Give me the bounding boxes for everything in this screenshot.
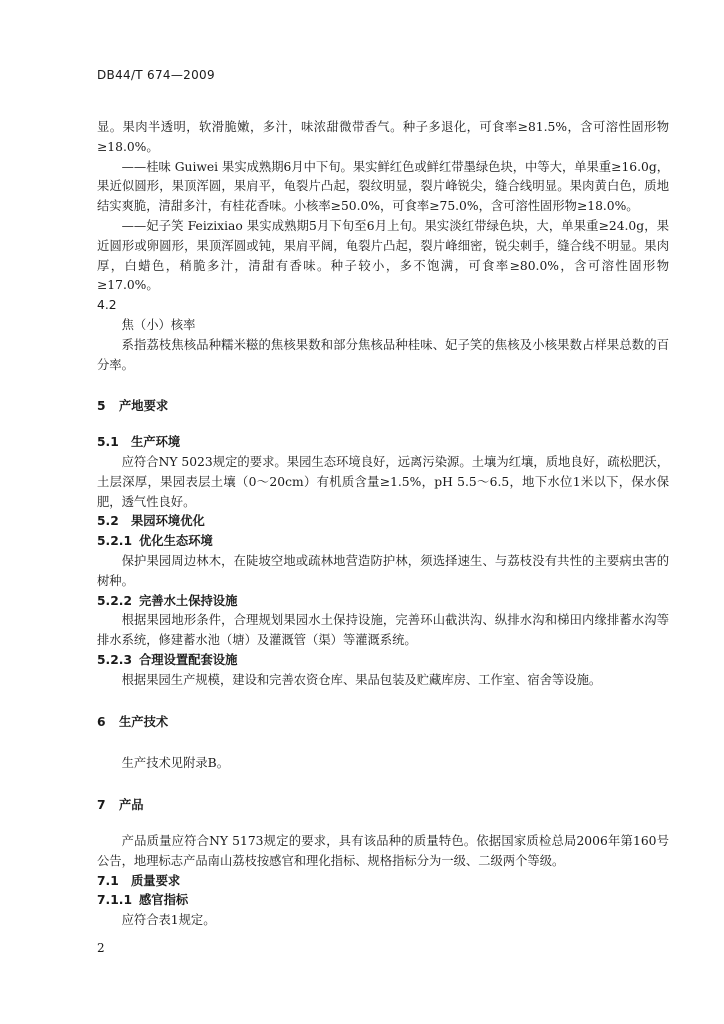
section-5-number: 5 bbox=[97, 399, 106, 414]
section-5-title: 产地要求 bbox=[119, 399, 169, 414]
section-5-2-2-number: 5.2.2 bbox=[97, 593, 133, 608]
section-7-1-1-paragraph: 应符合表1规定。 bbox=[121, 913, 216, 928]
section-5-2-title: 果园环境优化 bbox=[131, 514, 205, 529]
section-5-2-1-paragraph: 保护果园周边林木，在陡坡空地或疏林地营造防护林，须选择速生、与荔枝没有共性的主要病虫害的树种。 bbox=[97, 553, 669, 588]
page-number: 2 bbox=[97, 941, 105, 955]
section-6-paragraph: 生产技术见附录B。 bbox=[121, 756, 230, 771]
section-5-heading bbox=[97, 397, 669, 417]
section-5-1-heading bbox=[97, 433, 669, 453]
section-5-2-3-heading bbox=[97, 651, 669, 671]
document-body bbox=[97, 118, 669, 931]
section-6-title: 生产技术 bbox=[119, 714, 169, 729]
variety-feizixiao-paragraph: ——妃子笑 Feizixiao 果实成熟期5月下旬至6月上旬。果实淡红带绿色块，大，单果重≥24.0g，果近圆形或卵圆形，果顶浑圆或钝，果肩平阔，龟裂片凸起，裂片峰细密，锐尖刺手，缝合线不明显。果肉厚，白蜡色，稍脆多汁，清甜有香味。种子较小，多不饱满，可食率≥80.0%，含可溶性固形物≥17.0%。 bbox=[97, 218, 669, 293]
section-4-2-number: 4.2 bbox=[97, 298, 117, 313]
section-5-2-3-paragraph: 根据果园生产规模，建设和完善农资仓库、果品包装及贮藏库房、工作室、宿舍等设施。 bbox=[121, 672, 602, 687]
section-4-2-title: 焦（小）核率 bbox=[121, 317, 196, 332]
section-6-number: 6 bbox=[97, 714, 106, 729]
section-5-1-paragraph: 应符合NY 5023规定的要求。果园生态环境良好，远离污染源。土壤为红壤，质地良好，疏松肥沃，土层深厚，果园表层土壤（0～20cm）有机质含量≥1.5%，pH 5.5～6.5，地下水位1米以下，保水保肥，透气性良好。 bbox=[97, 454, 669, 509]
section-5-2-number: 5.2 bbox=[97, 514, 119, 529]
section-7-1-heading bbox=[97, 872, 669, 892]
section-5-2-2-title: 完善水土保持设施 bbox=[139, 593, 238, 608]
section-5-2-2-heading bbox=[97, 592, 669, 612]
section-5-2-heading bbox=[97, 512, 669, 532]
standard-code-header: DB44/T 674—2009 bbox=[97, 68, 215, 82]
section-7-1-title: 质量要求 bbox=[131, 873, 181, 888]
section-7-1-1-number: 7.1.1 bbox=[97, 893, 133, 908]
section-7-number: 7 bbox=[97, 798, 106, 813]
section-7-1-1-heading bbox=[97, 891, 669, 911]
section-5-2-3-number: 5.2.3 bbox=[97, 652, 133, 667]
section-7-title: 产品 bbox=[119, 798, 144, 813]
section-5-2-1-number: 5.2.1 bbox=[97, 534, 133, 549]
section-4-2-paragraph: 系指荔枝焦核品种糯米糍的焦核果数和部分焦核品种桂味、妃子笑的焦核及小核果数占样果总数的百分率。 bbox=[97, 337, 669, 372]
section-7-heading bbox=[97, 796, 669, 816]
variety-guiwei-paragraph: ——桂味 Guiwei 果实成熟期6月中下旬。果实鲜红色或鲜红带墨绿色块，中等大，单果重≥16.0g，果近似圆形，果顶浑圆，果肩平，龟裂片凸起，裂纹明显，裂片峰锐尖，缝合线明显。果肉黄白色，质地结实爽脆，清甜多汁，有桂花香味。小核率≥50.0%，可食率≥75.0%，含可溶性固形物≥18.0%。 bbox=[97, 159, 669, 214]
section-5-1-title: 生产环境 bbox=[131, 435, 181, 450]
section-5-2-1-heading bbox=[97, 532, 669, 552]
section-7-1-number: 7.1 bbox=[97, 873, 119, 888]
section-5-1-number: 5.1 bbox=[97, 435, 119, 450]
section-5-2-1-title: 优化生态环境 bbox=[139, 534, 213, 549]
section-5-2-2-paragraph: 根据果园地形条件，合理规划果园水土保持设施，完善环山截洪沟、纵排水沟和梯田内缘排蓄水沟等排水系统，修建蓄水池（塘）及灌溉管（渠）等灌溉系统。 bbox=[97, 613, 669, 648]
section-7-1-1-title: 感官指标 bbox=[139, 893, 189, 908]
section-6-heading bbox=[97, 713, 669, 733]
paragraph-continued: 显。果肉半透明，软滑脆嫩，多汁，味浓甜微带香气。种子多退化，可食率≥81.5%，含可溶性固形物≥18.0%。 bbox=[97, 120, 669, 154]
section-5-2-3-title: 合理设置配套设施 bbox=[139, 652, 238, 667]
section-7-paragraph: 产品质量应符合NY 5173规定的要求，具有该品种的质量特色。依据国家质检总局2006年第160号公告，地理标志产品南山荔枝按感官和理化指标、规格指标分为一级、二级两个等级。 bbox=[97, 833, 669, 868]
